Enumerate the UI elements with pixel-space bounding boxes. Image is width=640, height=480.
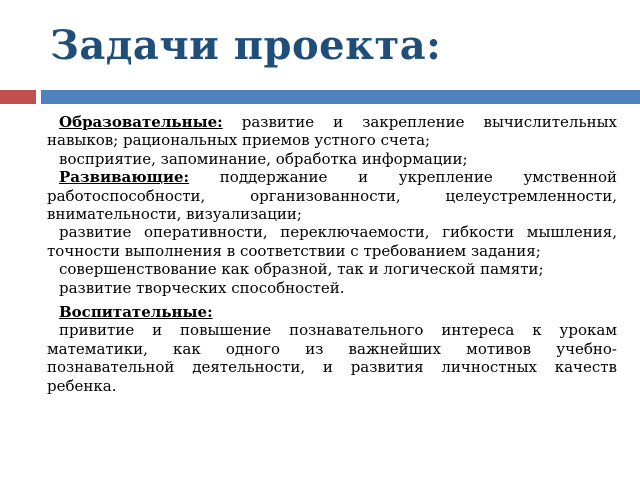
upbringing-item: привитие и повышение познавательного интереса к урокам математики, как одного из важнейших мотивов учебно-познавательной деятельности, и развития личностных качеств ребенка. (47, 321, 617, 395)
educational-label: Образовательные: (59, 113, 223, 131)
upbringing-heading (47, 303, 617, 321)
developing-item: развитие оперативности, переключаемости, гибкости мышления, точности выполнения в соответствии с требованием задания; (47, 223, 617, 260)
upbringing-label: Воспитательные: (59, 303, 213, 322)
educational-lead: развитие и закрепление вычислительных навыков; рациональных приемов устного счета; (47, 113, 617, 150)
developing-label: Развивающие: (59, 168, 190, 187)
developing-lead: поддержание и укрепление умственной работоспособности, организованности, целеустремленности, внимательности, визуализации; (47, 168, 617, 224)
accent-bar-red (0, 90, 36, 104)
developing-item: развитие творческих способностей. (59, 278, 345, 297)
educational-paragraph (47, 113, 617, 150)
educational-item: восприятие, запоминание, обработка информации; (59, 149, 468, 168)
developing-item: совершенствование как образной, так и логической памяти; (59, 260, 544, 279)
tasks-content (47, 113, 617, 395)
developing-paragraph (47, 168, 617, 223)
slide-title: Задачи проекта: (50, 22, 442, 69)
accent-bar-blue (41, 90, 640, 104)
